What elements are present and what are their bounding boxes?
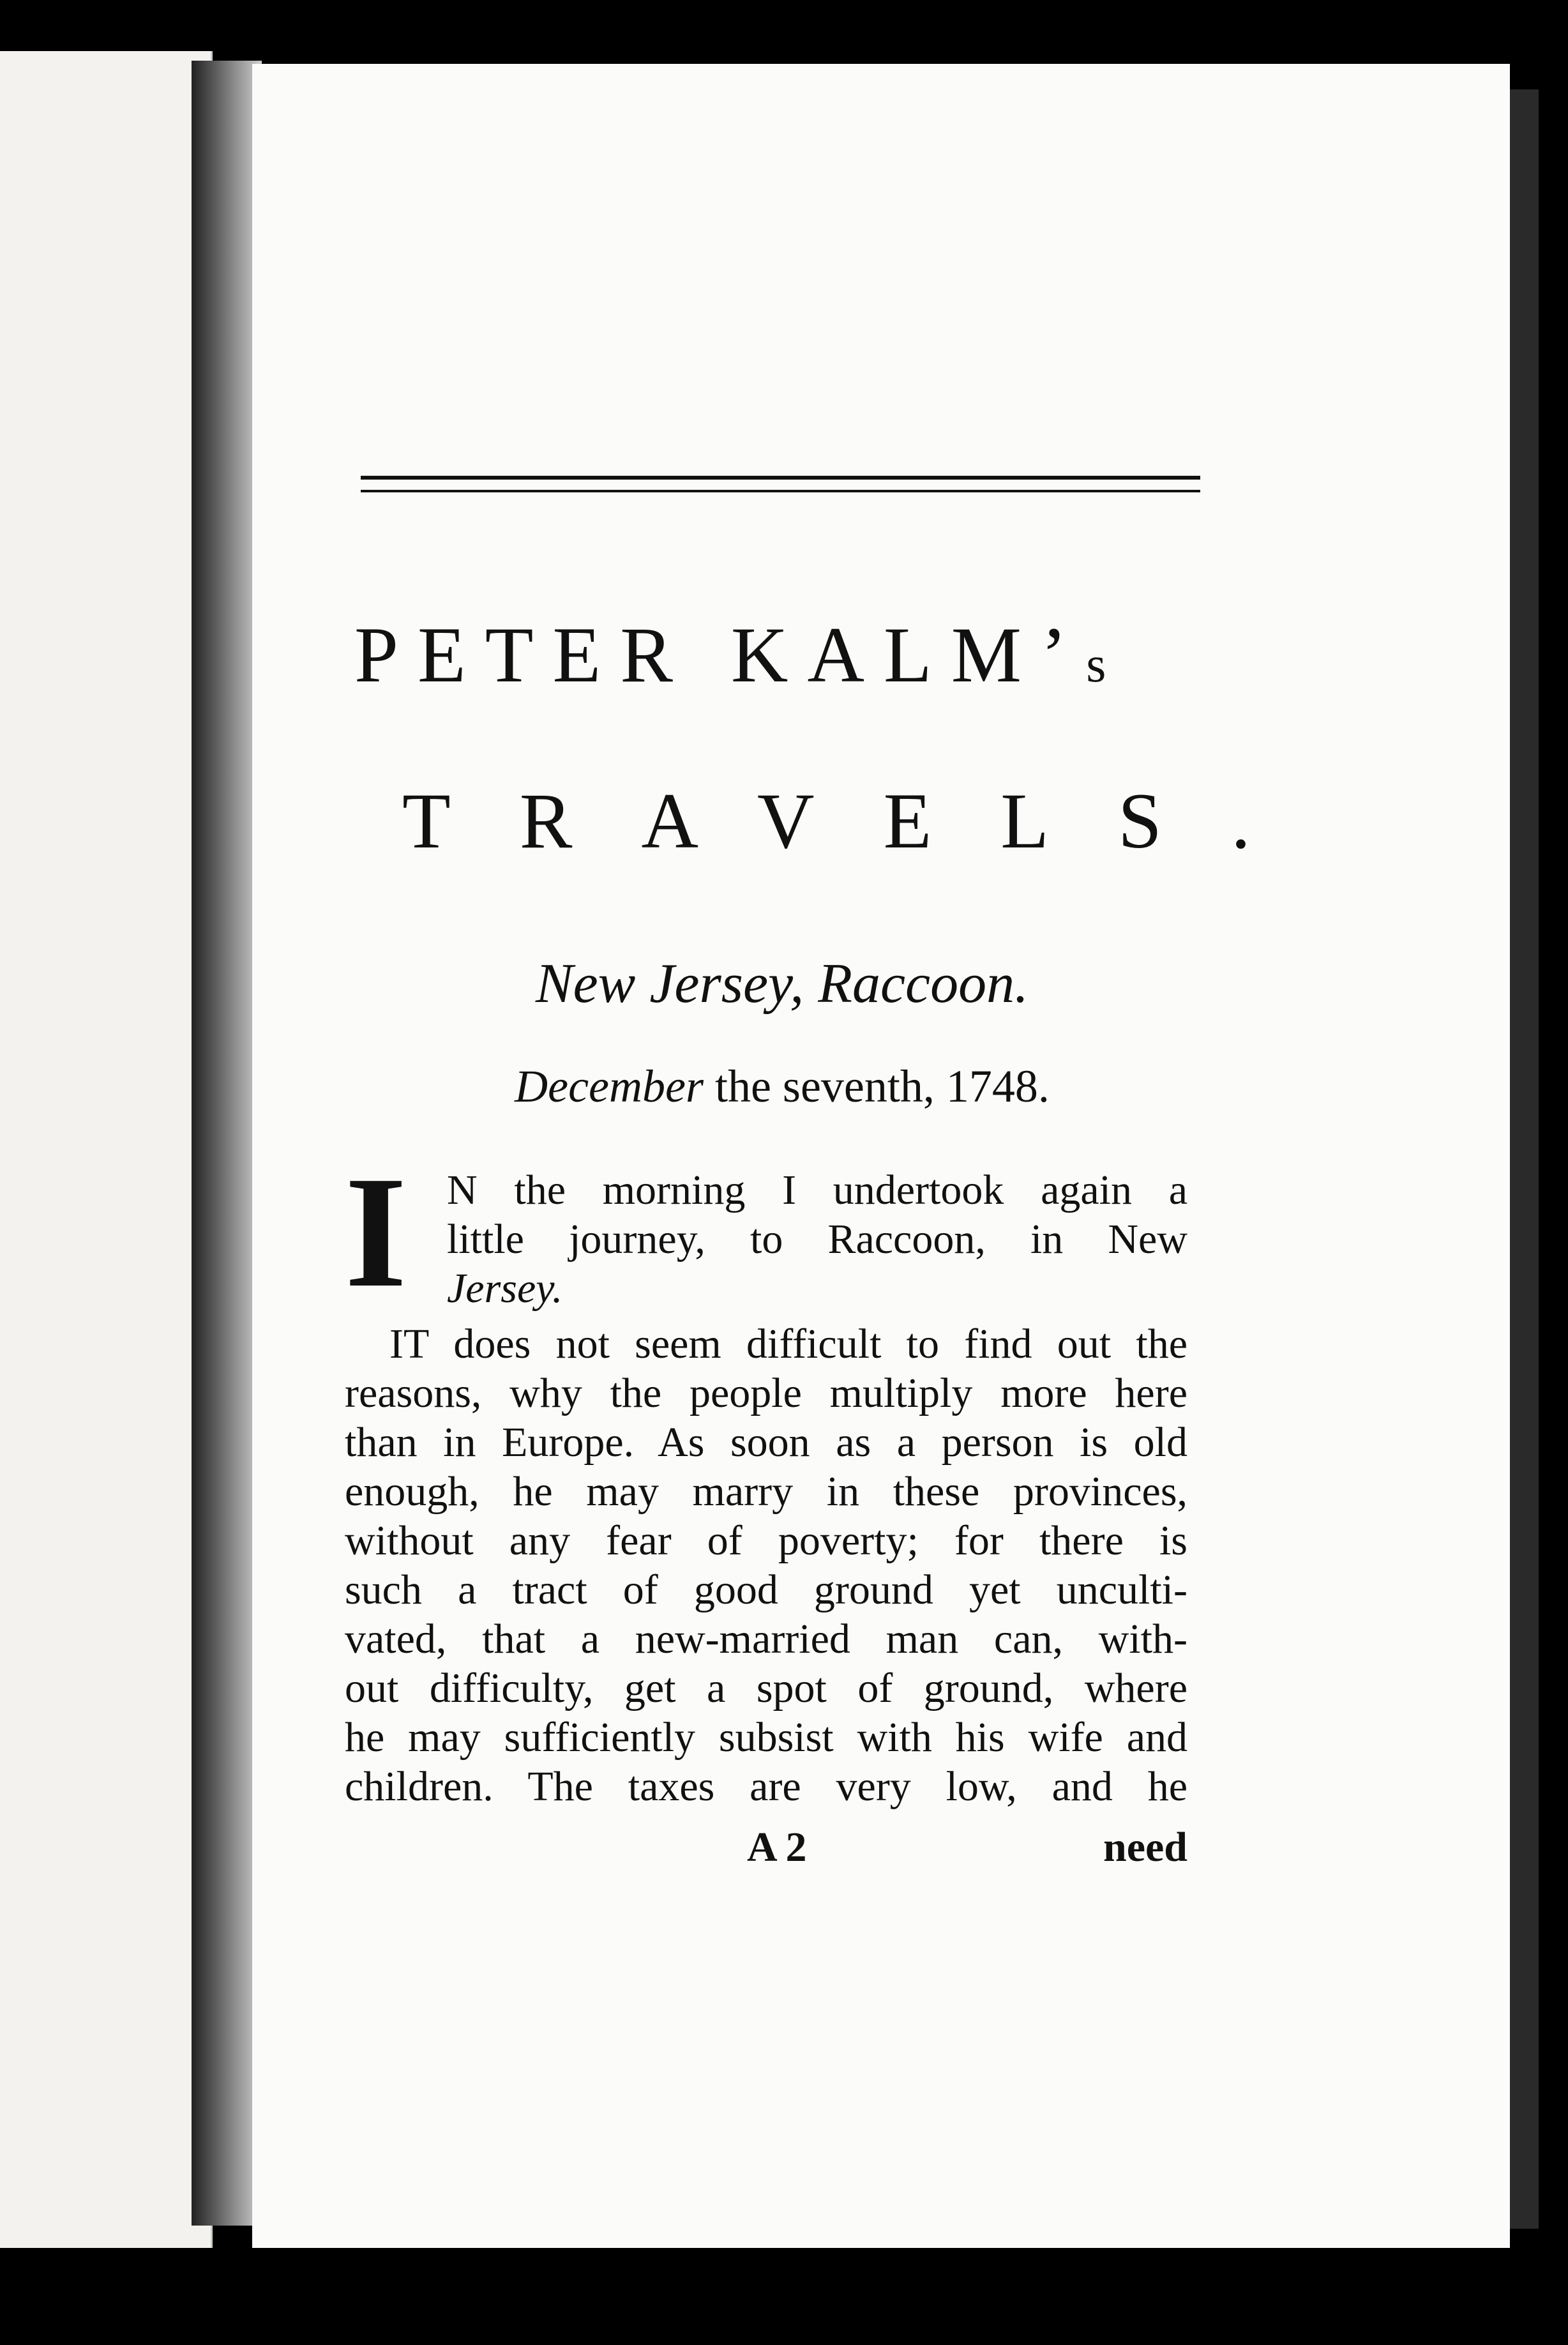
page-edge-shadow: [1510, 89, 1539, 2229]
title-suffix: s: [1086, 637, 1106, 693]
text-line: N the morning I undertook again a: [447, 1167, 1187, 1213]
text-line: out difficulty, get a spot of ground, where: [345, 1665, 1187, 1711]
date-month: December: [515, 1061, 704, 1112]
header-rule-thin: [361, 490, 1200, 492]
text-line: children. The taxes are very low, and he: [345, 1763, 1187, 1810]
signature-mark: A 2: [747, 1824, 807, 1871]
title-line-1: [354, 610, 1203, 701]
place-heading: New Jersey, Raccoon.: [535, 953, 1029, 1015]
drop-cap: I: [345, 1144, 407, 1321]
facing-page-edge: [0, 51, 213, 2248]
date-heading: [364, 1060, 1200, 1113]
title-line-2: TRAVELS.: [402, 777, 1320, 865]
paragraph-1: [345, 1165, 1187, 1313]
paragraph-2: [345, 1319, 1187, 1811]
catchword: need: [1103, 1824, 1187, 1871]
date-rest: the seventh, 1748.: [703, 1061, 1050, 1112]
text-line: such a tract of good ground yet unculti-: [345, 1567, 1187, 1613]
text-line: enough, he may marry in these provinces,: [345, 1468, 1187, 1515]
book-page: [252, 64, 1510, 2248]
text-line: without any fear of poverty; for there is: [345, 1517, 1187, 1564]
book-gutter: [192, 61, 262, 2226]
text-line: reasons, why the people multiply more here: [345, 1370, 1187, 1416]
header-rule-thick: [361, 476, 1200, 480]
text-line: Jersey.: [447, 1265, 563, 1312]
text-line: IT does not seem difficult to find out the: [389, 1321, 1187, 1367]
text-line: he may sufficiently subsist with his wife and: [345, 1714, 1187, 1761]
text-line: little journey, to Raccoon, in New: [447, 1216, 1187, 1263]
text-line: vated, that a new-married man can, with-: [345, 1616, 1187, 1662]
page-footer: [345, 1823, 1187, 1874]
text-line: than in Europe. As soon as a person is old: [345, 1419, 1187, 1466]
title-main: PETER KALM’: [354, 611, 1087, 699]
